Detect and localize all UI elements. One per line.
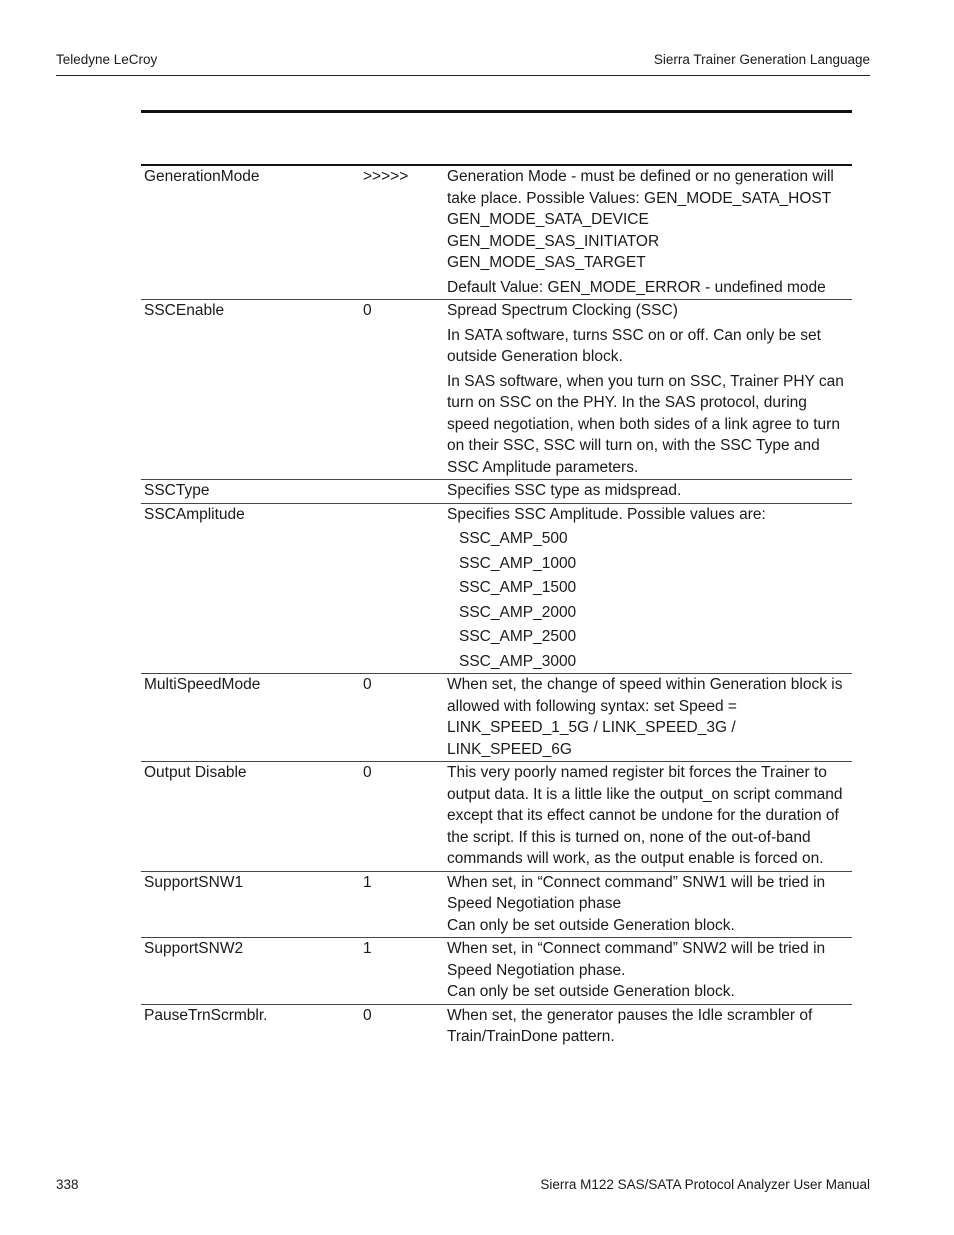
description-paragraph: This very poorly named register bit forces the Trainer to output data. It is a little like the output_on script command except that its effect cannot be undone for the duration of the script. If this is turned on, none of the out-of-band commands will work, as the output enable is forced on. bbox=[447, 764, 843, 867]
description-paragraph: Can only be set outside Generation block. bbox=[447, 983, 735, 1000]
register-default bbox=[363, 480, 447, 503]
possible-value: SSC_AMP_2500 bbox=[459, 628, 577, 645]
register-default: 0 bbox=[363, 676, 372, 693]
register-name: SupportSNW2 bbox=[144, 940, 244, 957]
register-name: SSCAmplitude bbox=[144, 505, 245, 523]
register-default: 1 bbox=[363, 873, 372, 891]
description-paragraph: When set, the change of speed within Generation block is allowed with following syntax: set Speed = LINK_SPEED_1_5G / LINK_SPEED_3G / LINK_SPEED_6G bbox=[447, 676, 843, 758]
register-description bbox=[447, 480, 852, 503]
table-row bbox=[141, 480, 852, 504]
register-description bbox=[447, 166, 852, 299]
table-row bbox=[141, 300, 852, 480]
description-paragraph: Generation Mode - must be defined or no generation will take place. Possible Values: GEN_MODE_SATA_HOST GEN_MODE_SATA_DEVICE GEN_MODE_SAS_INITIATOR GEN_MODE_SAS_TARGET bbox=[447, 168, 834, 271]
register-description bbox=[447, 762, 852, 871]
table-row bbox=[141, 762, 852, 872]
table-row bbox=[141, 674, 852, 762]
description-paragraph: Spread Spectrum Clocking (SSC) bbox=[447, 302, 678, 319]
register-description bbox=[447, 674, 852, 761]
register-default: 0 bbox=[363, 764, 372, 781]
section-rule bbox=[141, 110, 852, 113]
description-paragraph: In SAS software, when you turn on SSC, Trainer PHY can turn on SSC on the PHY. In the SAS protocol, during speed negotiation, when both sides of a link agree to turn on their SSC, SSC will turn on, with the SSC Type and SSC Amplitude parameters. bbox=[447, 372, 844, 476]
table-row bbox=[141, 872, 852, 939]
description-paragraph: Specifies SSC Amplitude. Possible values are: bbox=[447, 505, 766, 523]
register-name: PauseTrnScrmblr. bbox=[144, 1006, 268, 1024]
register-name: Output Disable bbox=[144, 764, 247, 781]
description-paragraph: When set, the generator pauses the Idle scrambler of Train/TrainDone pattern. bbox=[447, 1006, 813, 1045]
page-footer bbox=[56, 1177, 870, 1192]
register-default: 1 bbox=[363, 940, 372, 957]
register-description bbox=[447, 504, 852, 674]
register-table bbox=[141, 164, 852, 1049]
table-row bbox=[141, 166, 852, 300]
register-default: >>>>> bbox=[363, 168, 409, 185]
register-description bbox=[447, 1005, 852, 1049]
register-default bbox=[363, 504, 447, 674]
page-header bbox=[56, 52, 870, 67]
description-paragraph: Can only be set outside Generation block. bbox=[447, 916, 735, 934]
footer-manual-title: Sierra M122 SAS/SATA Protocol Analyzer User Manual bbox=[540, 1177, 870, 1192]
possible-value: SSC_AMP_1500 bbox=[459, 579, 577, 596]
description-paragraph: Specifies SSC type as midspread. bbox=[447, 482, 682, 499]
register-description bbox=[447, 938, 852, 1004]
description-paragraph: When set, in “Connect command” SNW1 will be tried in Speed Negotiation phase bbox=[447, 873, 826, 912]
register-default: 0 bbox=[363, 302, 372, 319]
header-rule bbox=[56, 75, 870, 76]
description-paragraph: Default Value: GEN_MODE_ERROR - undefined mode bbox=[447, 278, 826, 296]
register-name: SSCEnable bbox=[144, 302, 225, 319]
possible-value: SSC_AMP_500 bbox=[459, 530, 568, 547]
possible-value: SSC_AMP_3000 bbox=[459, 652, 577, 670]
description-paragraph: When set, in “Connect command” SNW2 will be tried in Speed Negotiation phase. bbox=[447, 940, 826, 979]
footer-page-number: 338 bbox=[56, 1177, 79, 1192]
possible-value: SSC_AMP_1000 bbox=[459, 554, 577, 572]
register-description bbox=[447, 872, 852, 938]
register-name: GenerationMode bbox=[144, 168, 260, 185]
table-row bbox=[141, 938, 852, 1005]
header-section-title: Sierra Trainer Generation Language bbox=[653, 52, 870, 67]
description-paragraph: In SATA software, turns SSC on or off. Can only be set outside Generation block. bbox=[447, 326, 821, 365]
register-name: SSCType bbox=[144, 482, 210, 499]
register-description bbox=[447, 300, 852, 479]
table-row bbox=[141, 504, 852, 675]
possible-value: SSC_AMP_2000 bbox=[459, 603, 577, 621]
register-name: SupportSNW1 bbox=[144, 873, 244, 891]
header-company: Teledyne LeCroy bbox=[56, 52, 158, 67]
register-name: MultiSpeedMode bbox=[144, 676, 261, 693]
register-default: 0 bbox=[363, 1006, 372, 1024]
table-row bbox=[141, 1005, 852, 1049]
